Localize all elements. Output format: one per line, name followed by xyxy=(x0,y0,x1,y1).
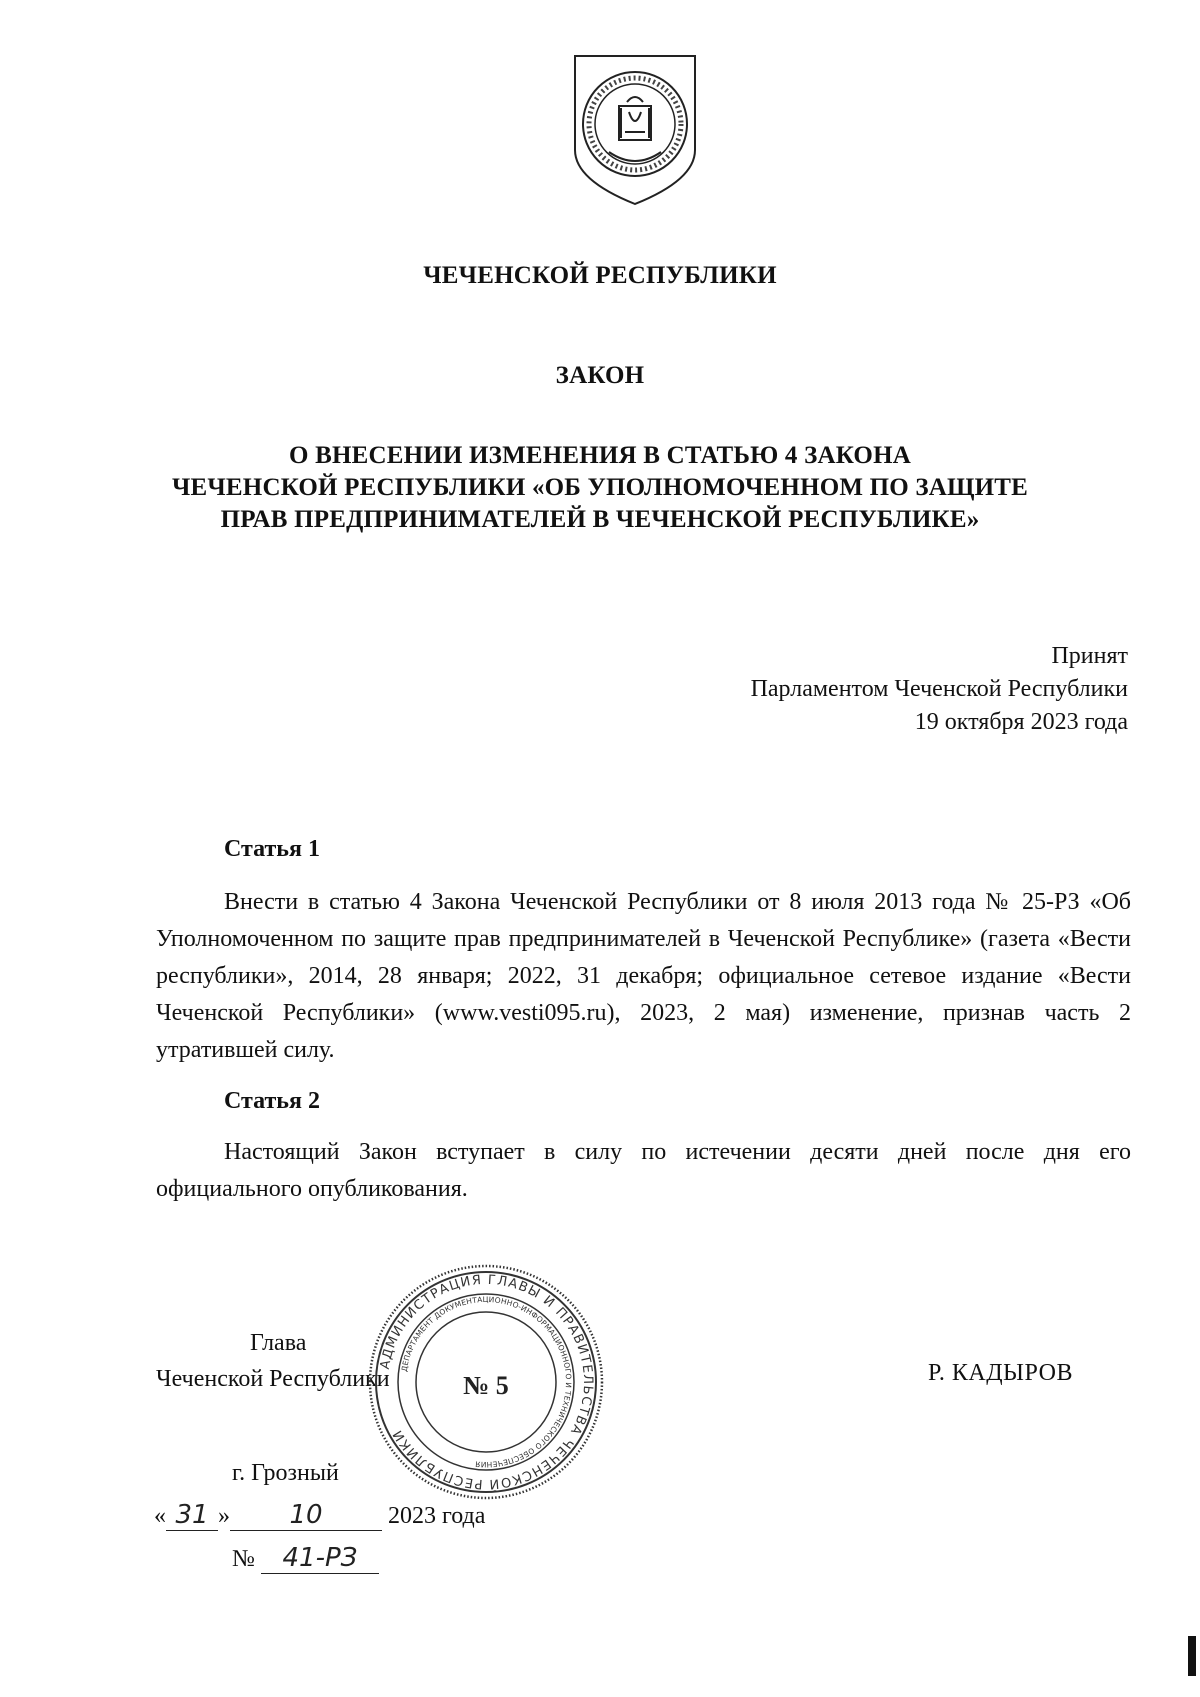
article-1-heading: Статья 1 xyxy=(224,836,320,862)
stamp-inner-text: ДЕПАРТАМЕНТ ДОКУМЕНТАЦИОННО-ИНФОРМАЦИОННОГО И ТЕХНИЧЕСКОГО ОБЕСПЕЧЕНИЯ xyxy=(399,1294,574,1470)
law-heading: ЗАКОН xyxy=(555,362,645,389)
date-month: 10 xyxy=(230,1500,382,1531)
article-1-text: Внести в статью 4 Закона Чеченской Республики от 8 июля 2013 года № 25-РЗ «Об Уполномоченном по защите прав предпринимателей в Чеченской Республике» (газета «Вести республики», 2014, 28 января; 2022, 31 декабря; официальное сетевое издание «Вести Чеченской Республики» (www.vesti095.ru), 2023, 2 мая) изменение, признав часть 2 утратившей силу. xyxy=(156,889,1131,1063)
number-prefix: № xyxy=(232,1546,255,1572)
date-day: 31 xyxy=(166,1500,218,1531)
date-open-quote: « xyxy=(154,1503,166,1529)
adoption-block xyxy=(751,640,1128,739)
date-close-quote: » xyxy=(218,1503,230,1529)
coat-of-arms-emblem xyxy=(569,52,701,208)
adoption-line-1: Принят xyxy=(1051,643,1128,669)
adoption-date: 19 октября 2023 года xyxy=(914,709,1128,735)
signatory-title-line-1: Глава xyxy=(250,1330,307,1356)
number-value: 41-РЗ xyxy=(261,1543,379,1574)
official-stamp xyxy=(366,1262,606,1502)
stamp-center-number: № 5 xyxy=(463,1371,509,1400)
article-2-heading: Статья 2 xyxy=(224,1088,320,1114)
signatory-title xyxy=(156,1325,390,1397)
city: г. Грозный xyxy=(232,1460,339,1486)
law-title-line-1: О ВНЕСЕНИИ ИЗМЕНЕНИЯ В СТАТЬЮ 4 ЗАКОНА xyxy=(289,442,911,469)
adoption-line-2: Парламентом Чеченской Республики xyxy=(750,676,1128,702)
signatory-name: Р. КАДЫРОВ xyxy=(928,1360,1073,1386)
signatory-title-line-2: Чеченской Республики xyxy=(156,1366,390,1392)
law-title-line-2: ЧЕЧЕНСКОЙ РЕСПУБЛИКИ «ОБ УПОЛНОМОЧЕННОМ ПО ЗАЩИТЕ xyxy=(171,474,1029,501)
article-2-text: Настоящий Закон вступает в силу по истечении десяти дней после дня его официального опубликования. xyxy=(156,1139,1131,1202)
law-title-line-3: ПРАВ ПРЕДПРИНИМАТЕЛЕЙ В ЧЕЧЕНСКОЙ РЕСПУБЛИКЕ» xyxy=(220,506,980,533)
stamp-outer-text: АДМИНИСТРАЦИЯ ГЛАВЫ И ПРАВИТЕЛЬСТВА ЧЕЧЕНСКОЙ РЕСПУБЛИКИ xyxy=(377,1272,596,1492)
signing-date xyxy=(154,1500,485,1531)
republic-heading: ЧЕЧЕНСКОЙ РЕСПУБЛИКИ xyxy=(423,262,777,289)
law-title xyxy=(0,440,1200,536)
scan-edge-mark xyxy=(1188,1636,1196,1676)
date-year: 2023 года xyxy=(388,1503,486,1529)
law-number xyxy=(232,1543,379,1574)
